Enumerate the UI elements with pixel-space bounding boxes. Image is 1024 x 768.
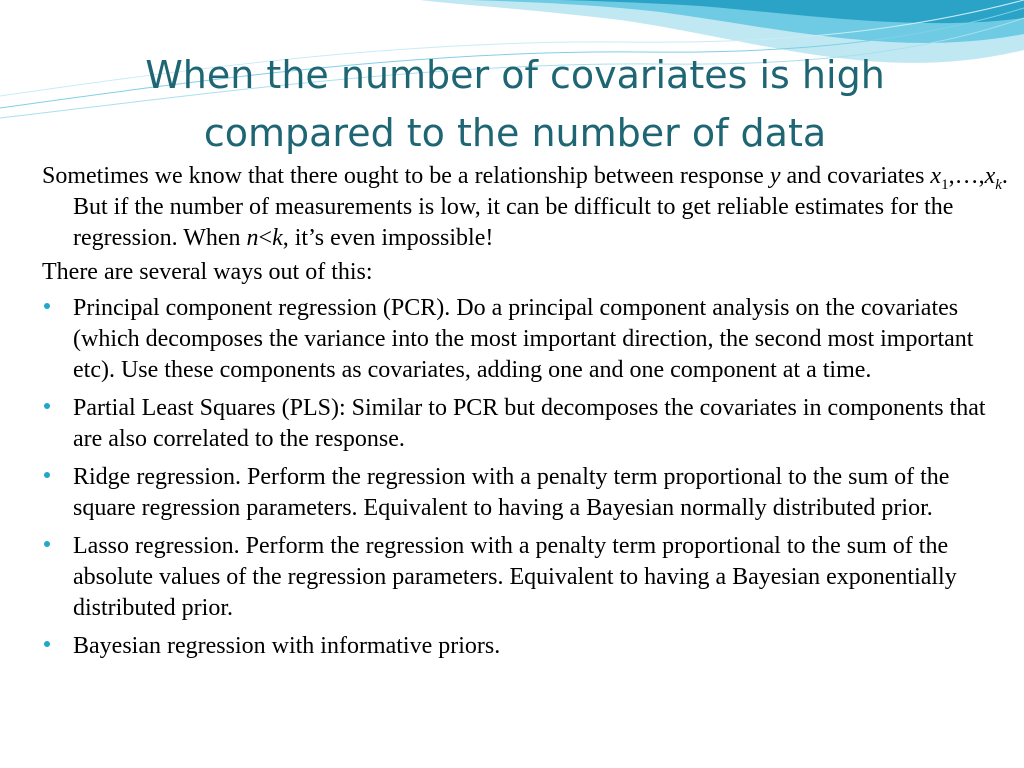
var-k: k — [272, 225, 283, 251]
title-line-2: compared to the number of data — [203, 111, 827, 155]
intro-text-4: . But if the number of measurements is low, it can be difficult to get reliable estimates for the regression. When — [73, 163, 1008, 251]
slide-title — [60, 46, 970, 162]
subscript-1: 1 — [941, 176, 949, 193]
var-n: n — [246, 225, 259, 251]
less-than-sign: < — [258, 225, 273, 251]
var-xk: x — [984, 163, 996, 189]
bullet-text-pls: Partial Least Squares (PLS): Similar to PCR but decomposes the covariates in components that are also correlated to the response. — [73, 395, 986, 452]
slide-body — [42, 161, 1014, 669]
bullet-text-ridge: Ridge regression. Perform the regression with a penalty term proportional to the sum of the square regression parameters. Equivalent to having a Bayesian normally distributed prior. — [73, 464, 950, 521]
intro-paragraph — [42, 161, 1014, 254]
list-item — [42, 393, 1014, 455]
bullet-list — [42, 293, 1014, 662]
list-item — [42, 462, 1014, 524]
bullet-icon — [44, 641, 50, 647]
intro-text-3: ,…, — [948, 163, 985, 189]
subscript-k: k — [995, 176, 1002, 193]
var-y: y — [769, 163, 781, 189]
bullet-icon — [44, 303, 50, 309]
title-line-1: When the number of covariates is high — [145, 53, 885, 97]
bullet-icon — [44, 541, 50, 547]
var-x1: x — [930, 163, 942, 189]
bullet-text-bayesian: Bayesian regression with informative priors. — [73, 633, 501, 659]
intro-text-5: , it’s even impossible! — [282, 225, 494, 251]
list-item — [42, 531, 1014, 624]
list-item — [42, 631, 1014, 662]
bullet-text-pcr: Principal component regression (PCR). Do a principal component analysis on the covariates (which decomposes the variance into the most important direction, the second most important etc). Use these components as covariates, adding one and one component at a time. — [73, 295, 974, 383]
bullet-icon — [44, 403, 50, 409]
bullet-icon — [44, 472, 50, 478]
ways-out-line: There are several ways out of this: — [42, 259, 373, 285]
list-item — [42, 293, 1014, 386]
intro-text-2: and covariates — [780, 163, 931, 189]
bullet-text-lasso: Lasso regression. Perform the regression with a penalty term proportional to the sum of the absolute values of the regression parameters. Equivalent to having a Bayesian exponentially distributed prior. — [73, 533, 957, 621]
intro-text-1: Sometimes we know that there ought to be a relationship between response — [42, 163, 770, 189]
